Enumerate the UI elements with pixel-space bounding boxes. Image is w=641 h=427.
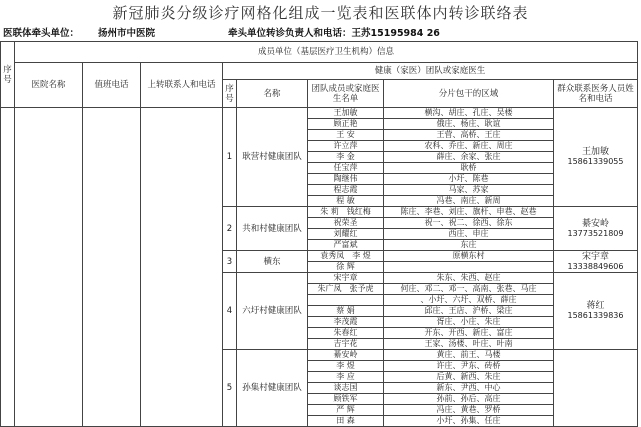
area-assignment: 黄庄、前王、马楼 <box>384 350 554 361</box>
area-assignment: 冯巷、南庄、新周 <box>384 196 554 207</box>
header-areas: 分片包干的区域 <box>384 80 554 108</box>
area-assignment: 开东、开西、新庄、富庄 <box>384 328 554 339</box>
header-team-info: 健康（家医）团队或家庭医生 <box>223 63 638 80</box>
lead-unit-name: 扬州市中医院 <box>98 28 156 39</box>
area-assignment: 孙前、孙后、高庄 <box>384 394 554 405</box>
team-number: 1 <box>223 108 237 207</box>
area-assignment: 马家、苏家 <box>384 185 554 196</box>
team-member: 程 敏 <box>308 196 384 207</box>
team-member: 李 煜 <box>308 361 384 372</box>
team-member: 李 应 <box>308 372 384 383</box>
area-assignment: 王家、汤楼、叶庄、叶南 <box>384 339 554 350</box>
team-number: 5 <box>223 350 237 427</box>
team-name: 六圩村健康团队 <box>237 273 308 350</box>
header-team-no: 序号 <box>223 80 237 108</box>
team-member: 李 金 <box>308 152 384 163</box>
liaison-cell <box>554 251 638 273</box>
document-title: 新冠肺炎分级诊疗网格化组成一览表和医联体内转诊联络表 <box>112 4 529 22</box>
team-member: 严富斌 <box>308 240 384 251</box>
area-assignment <box>384 262 554 273</box>
team-member: 綦安岭 <box>308 350 384 361</box>
team-name: 共和村健康团队 <box>237 207 308 251</box>
header-hospital-name: 医院名称 <box>15 63 83 108</box>
area-assignment: 陈庄、李巷、刘庄、旗杆、申巷、赵巷 <box>384 207 554 218</box>
team-member: 朱 莉 钱红梅 <box>308 207 384 218</box>
team-number: 3 <box>223 251 237 273</box>
area-assignment: 小圩、陈巷 <box>384 174 554 185</box>
team-name: 孙集村健康团队 <box>237 350 308 427</box>
team-member: 朱春红 <box>308 328 384 339</box>
team-member: 王加敏 <box>308 108 384 119</box>
upper-contact-cell <box>141 108 223 427</box>
team-member: 徐 辉 <box>308 262 384 273</box>
liaison-phone: 13338849606 <box>567 261 624 271</box>
area-assignment: 祝一、祝二、徐西、徐东 <box>384 218 554 229</box>
team-member: 祝荣圣 <box>308 218 384 229</box>
liaison-phone: 13773521809 <box>567 228 624 238</box>
team-member: 程志霞 <box>308 185 384 196</box>
team-member: 任宝萍 <box>308 163 384 174</box>
area-assignment: 农科、乔庄、新庄、周庄 <box>384 141 554 152</box>
table-row <box>1 108 638 119</box>
header-upper-contact: 上转联系人和电话 <box>141 63 223 108</box>
hospital-name-cell <box>15 108 83 427</box>
team-number: 2 <box>223 207 237 251</box>
team-member: 王 安 <box>308 130 384 141</box>
area-assignment: 后黄、新西、朱庄 <box>384 372 554 383</box>
area-assignment: 何庄、邓二、邓一、高南、张巷、马庄 <box>384 284 554 295</box>
referral-table <box>0 41 638 427</box>
area-assignment: 朱东、朱西、赵庄 <box>384 273 554 284</box>
area-assignment: 横沟、胡庄、孔庄、吴楼 <box>384 108 554 119</box>
header-team-members: 团队成员或家庭医生名单 <box>308 80 384 108</box>
header-member-units: 成员单位（基层医疗卫生机构）信息 <box>15 42 638 63</box>
area-assignment: 原横东村 <box>384 251 554 262</box>
team-name: 横东 <box>237 251 308 273</box>
team-member: 许立萍 <box>308 141 384 152</box>
liaison-cell <box>554 108 638 207</box>
area-assignment: 邱庄、王店、沪桥、梁庄 <box>384 306 554 317</box>
hospital-no-cell <box>1 108 15 427</box>
area-assignment: 胥庄、小庄、朱庄 <box>384 317 554 328</box>
team-number: 4 <box>223 273 237 350</box>
area-assignment: 新东、尹西、中心 <box>384 383 554 394</box>
duty-phone-cell <box>83 108 141 427</box>
header-team-name: 名称 <box>237 80 308 108</box>
liaison-cell <box>554 350 638 427</box>
area-assignment: 俄庄、杨庄、耿谊 <box>384 119 554 130</box>
liaison-phone: 15861339836 <box>567 311 624 320</box>
area-assignment: 薛庄、余家、张庄 <box>384 152 554 163</box>
header-liaison: 群众联系医务人员姓名和电话 <box>554 80 638 108</box>
liaison-name: 宋宇章 <box>581 251 609 262</box>
liaison-cell <box>554 273 638 350</box>
team-member: 李茂霞 <box>308 317 384 328</box>
area-assignment: 东庄 <box>384 240 554 251</box>
lead-unit-contact: 牵头单位转诊负责人和电话：王苏15195984 26 <box>228 28 440 39</box>
team-member: 朱广凤 张予虎 <box>308 284 384 295</box>
header-no: 序号 <box>1 42 15 108</box>
team-member: 吉宇花 <box>308 339 384 350</box>
team-member: 蔡 娟 <box>308 306 384 317</box>
team-member: 顾正艳 <box>308 119 384 130</box>
team-member: 田 森 <box>308 416 384 427</box>
team-member: 顾铁军 <box>308 394 384 405</box>
area-assignment: 、小圩、六圩、双桥、薛庄 <box>384 295 554 306</box>
team-member: 陶继伟 <box>308 174 384 185</box>
area-assignment: 许庄、尹东、砖桥 <box>384 361 554 372</box>
area-assignment: 王营、高桥、王庄 <box>384 130 554 141</box>
area-assignment: 小圩、孙集、任庄 <box>384 416 554 427</box>
liaison-phone: 15861339055 <box>567 157 624 166</box>
liaison-name: 王加敏 <box>581 147 609 157</box>
area-assignment: 西庄、申庄 <box>384 229 554 240</box>
area-assignment: 耿桥 <box>384 163 554 174</box>
team-member: 严 辉 <box>308 405 384 416</box>
team-member: 刘耀红 <box>308 229 384 240</box>
area-assignment: 冯庄、黄巷、罗桥 <box>384 405 554 416</box>
liaison-name: 蒋红 <box>586 301 605 311</box>
liaison-name: 綦安岭 <box>581 218 609 229</box>
team-member: 袁秀凤 李 煜 <box>308 251 384 262</box>
team-member: 宋宇章 <box>308 273 384 284</box>
team-member <box>308 295 384 306</box>
liaison-cell <box>554 207 638 251</box>
team-member: 谈志国 <box>308 383 384 394</box>
lead-unit-label: 医联体牵头单位： <box>3 28 80 39</box>
header-duty-phone: 值班电话 <box>83 63 141 108</box>
team-name: 耿营村健康团队 <box>237 108 308 207</box>
